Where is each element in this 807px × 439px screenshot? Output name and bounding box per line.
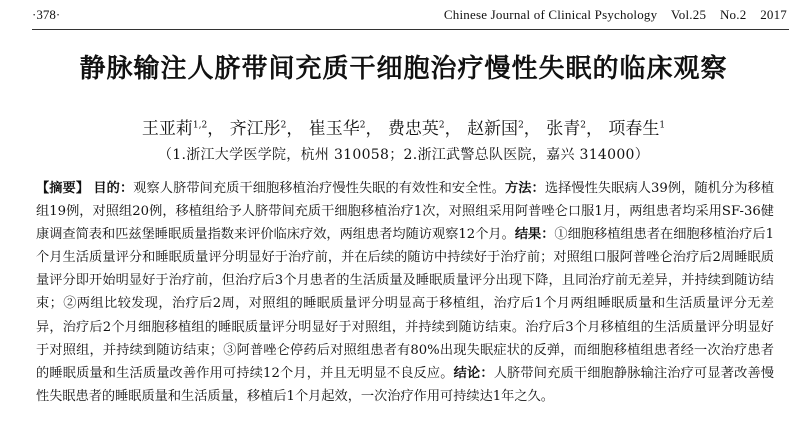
- header-rule: [32, 29, 789, 30]
- author-affil-mark: 1: [659, 120, 666, 131]
- author-affil-mark: 1,2: [192, 120, 208, 131]
- author-name: 费忠英: [387, 119, 439, 139]
- journal-info: Chinese Journal of Clinical Psychology Vol.25 No.2 2017: [443, 7, 787, 22]
- conclusion-label: 结论：: [453, 365, 494, 381]
- objective-label: 目的：: [93, 181, 134, 196]
- results-label: 结果：: [514, 227, 555, 243]
- author-affil-mark: 2: [438, 120, 445, 131]
- author-list: 王亚莉$^{1,2}$， 齐江彤$^2$， 崔玉华$^2$， 费忠英$^2$， 赵新国$^2$， 张青$^2$， 项春生$^1$: [141, 119, 666, 139]
- author-affil-mark: 2: [359, 120, 366, 131]
- author-affil-mark: 2: [518, 120, 524, 131]
- affiliations: （1.浙江大学医学院，杭州 310058；2.浙江武警总队医院，嘉兴 314000）: [157, 147, 650, 163]
- author-name: 齐江彤: [229, 119, 281, 139]
- objective-text: 观察人脐带间充质干细胞移植治疗慢性失眠的有效性和安全性。: [133, 181, 505, 196]
- conclusion-text: 人脐带间充质干细胞静脉输注治疗可显著改善慢性失眠患者的睡眠质量和生活质量，移植后1个月起效，一次治疗作用可持续达1年之久。: [36, 365, 775, 404]
- author-name: 赵新国: [467, 119, 519, 139]
- abstract-label: 【摘要】: [36, 181, 90, 196]
- author-affil-mark: 2: [580, 120, 586, 131]
- page-number: ·378·: [32, 7, 61, 22]
- author-name: 项春生: [608, 119, 660, 139]
- abstract: [36, 177, 774, 408]
- methods-label: 方法：: [504, 181, 545, 196]
- article-title: 静脉输注人脐带间充质干细胞治疗慢性失眠的临床观察: [79, 54, 728, 84]
- author-name: 张青: [546, 119, 581, 139]
- author-affil-mark: 2: [280, 120, 287, 131]
- author-name: 王亚莉: [141, 119, 193, 139]
- author-name: 崔玉华: [308, 119, 360, 139]
- running-header: [0, 0, 807, 30]
- results-text: ①细胞移植组患者在细胞移植治疗后1个月生活质量评分和睡眠质量评分明显好于治疗前，并在后续的随访中持续好于治疗前；对照组口服阿普唑仑治疗后2周睡眠质量评分即开始明显好于治疗前，但治疗后3个月患者的生活质量及睡眠质量评分出现下降，且同治疗前无差异，并持续到随访结束；②两组比较发现，治疗后2周，对照组的睡眠质量评分明显高于移植组，治疗后1个月两组睡眠质量和生活质量评分无差异，治疗后2个月细胞移植组的睡眠质量评分明显好于对照组，并持续到随访结束。治疗后3个月移植组的生活质量评分明显好于对照组，并持续到随访结束；③阿普唑仑停药后对照组患者有80%出现失眠症状的反弹，而细胞移植组患者经一次治疗患者的睡眠质量和生活质量改善作用可持续12个月，并且无明显不良反应。: [36, 227, 775, 381]
- methods-text: 选择慢性失眠病人39例，随机分为移植组19例，对照组20例，移植组给予人脐带间充质干细胞移植治疗1次，对照组采用阿普唑仑口服1月，两组患者均采用SF-36健康调查简表和匹兹堡睡眠质量指数来评价临床疗效，两组患者均随访观察12个月。: [36, 181, 775, 243]
